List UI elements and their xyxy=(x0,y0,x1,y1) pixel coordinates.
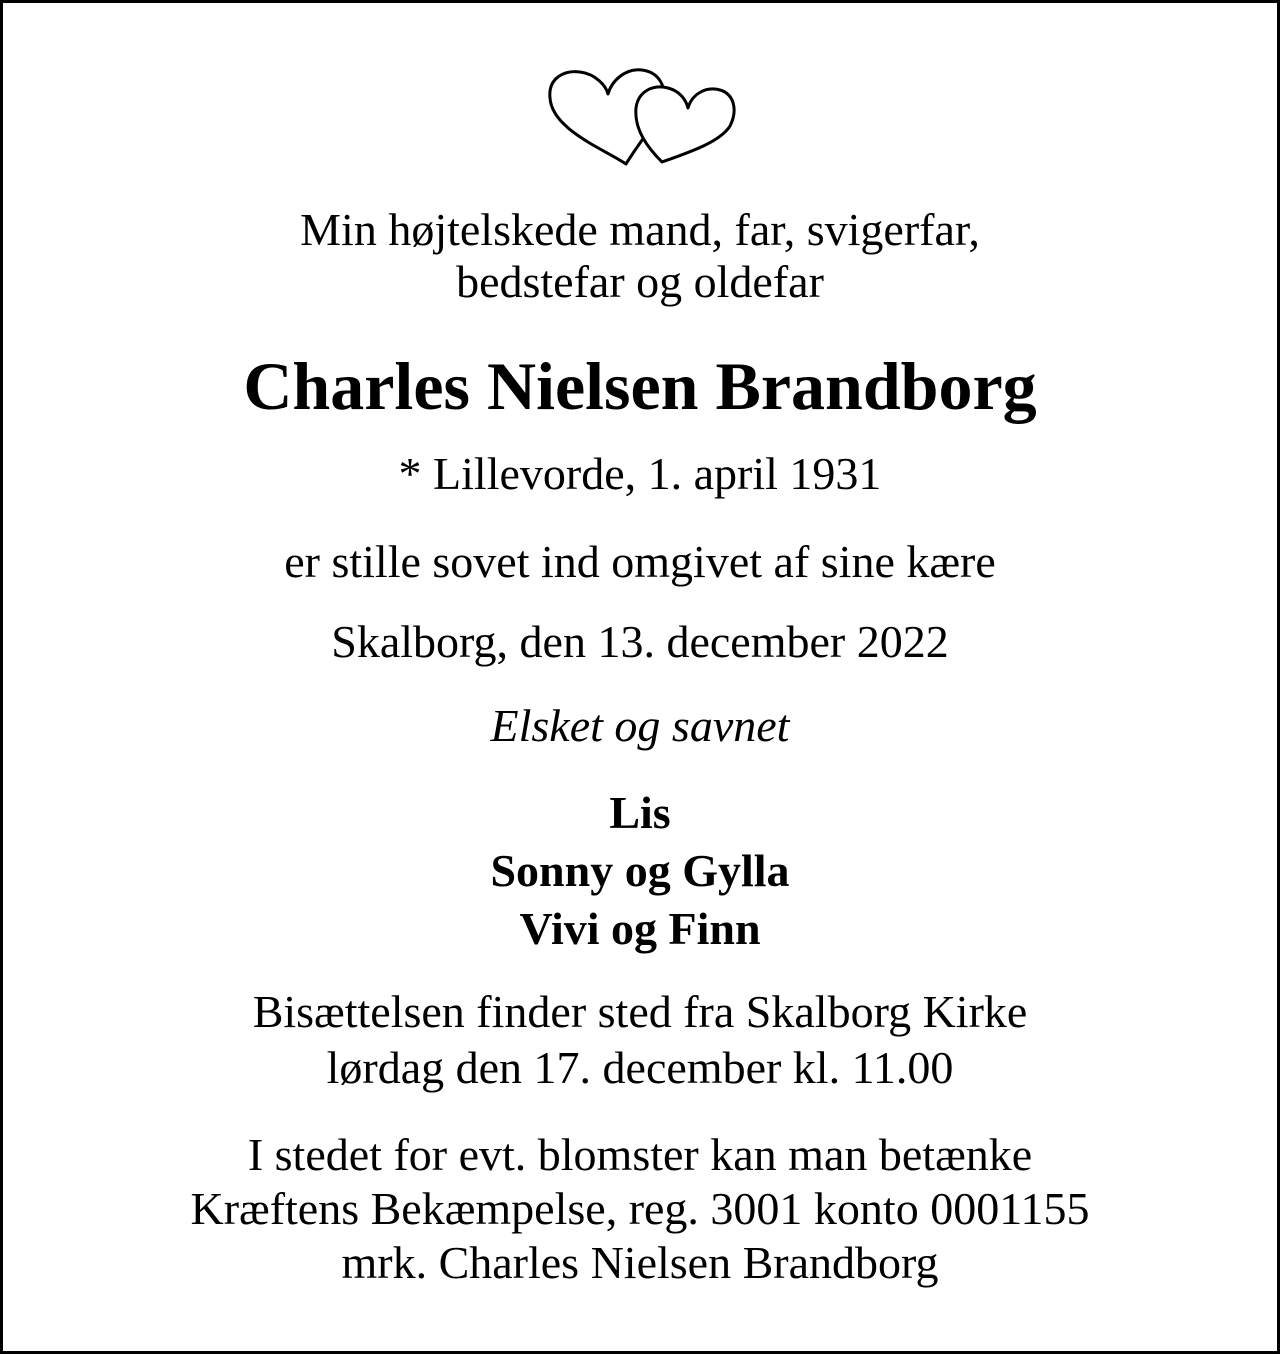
passing-line: er stille sovet ind omgivet af sine kære xyxy=(284,536,996,587)
family-name: Lis xyxy=(609,787,671,838)
intro-line: bedstefar og oldefar xyxy=(456,256,824,307)
place-date-line: Skalborg, den 13. december 2022 xyxy=(331,616,949,667)
donation-info xyxy=(0,1128,1280,1290)
family-names xyxy=(0,784,1280,958)
two-hearts-icon xyxy=(544,64,738,170)
funeral-info xyxy=(0,984,1280,1096)
donation-line: I stedet for evt. blomster kan man betænke xyxy=(247,1129,1033,1180)
motto-line: Elsket og savnet xyxy=(490,700,790,751)
donation-line: Kræftens Bekæmpelse, reg. 3001 konto 0001155 xyxy=(190,1183,1090,1234)
intro-line: Min højtelskede mand, far, svigerfar, xyxy=(300,204,980,255)
deceased-name: Charles Nielsen Brandborg xyxy=(243,348,1037,424)
birth-line: * Lillevorde, 1. april 1931 xyxy=(398,448,882,499)
family-name: Sonny og Gylla xyxy=(490,845,790,896)
donation-line: mrk. Charles Nielsen Brandborg xyxy=(341,1237,939,1288)
funeral-line: Bisættelsen finder sted fra Skalborg Kirke xyxy=(252,986,1028,1037)
family-name: Vivi og Finn xyxy=(519,903,761,954)
intro-text xyxy=(0,204,1280,308)
funeral-line: lørdag den 17. december kl. 11.00 xyxy=(326,1042,954,1093)
